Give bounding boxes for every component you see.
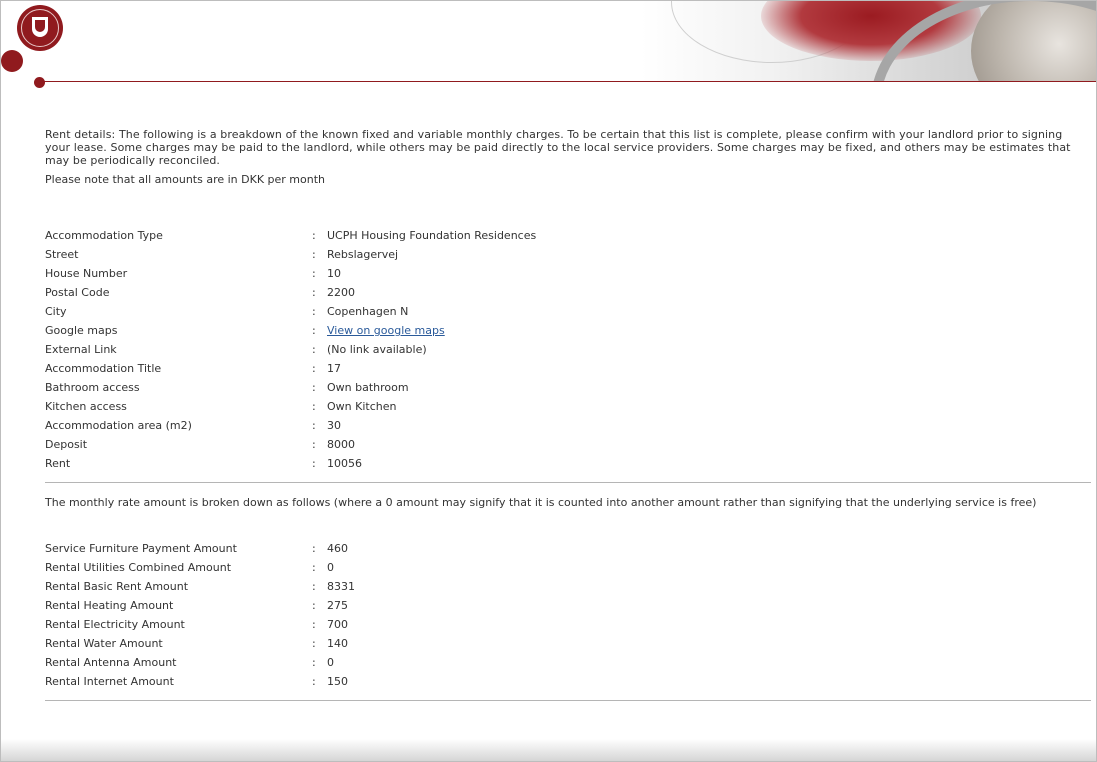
detail-value: (No link available) bbox=[327, 343, 427, 356]
label-separator: : bbox=[312, 400, 316, 413]
detail-value: Own bathroom bbox=[327, 381, 409, 394]
detail-value: Copenhagen N bbox=[327, 305, 409, 318]
detail-row-rental-internet-amount bbox=[45, 672, 1095, 691]
detail-label: Service Furniture Payment Amount bbox=[45, 542, 237, 555]
detail-value: UCPH Housing Foundation Residences bbox=[327, 229, 537, 242]
bottom-divider bbox=[45, 700, 1091, 701]
detail-value: 150 bbox=[327, 675, 348, 688]
label-separator: : bbox=[312, 675, 316, 688]
detail-value: 0 bbox=[327, 561, 334, 574]
detail-label: Rental Utilities Combined Amount bbox=[45, 561, 232, 574]
accommodation-details-list bbox=[45, 226, 1095, 473]
detail-row-google-maps bbox=[45, 321, 1095, 340]
detail-row-rental-antenna-amount bbox=[45, 653, 1095, 672]
detail-row-service-furniture-payment-amount bbox=[45, 539, 1095, 558]
label-separator: : bbox=[312, 362, 316, 375]
university-logo[interactable] bbox=[17, 5, 63, 51]
detail-value: Rebslagervej bbox=[327, 248, 399, 261]
detail-label: Google maps bbox=[45, 324, 118, 337]
label-separator: : bbox=[312, 381, 316, 394]
detail-row-accommodation-area-m2 bbox=[45, 416, 1095, 435]
detail-label: Accommodation area (m2) bbox=[45, 419, 192, 432]
detail-value: 700 bbox=[327, 618, 348, 631]
detail-label: Rental Basic Rent Amount bbox=[45, 580, 189, 593]
detail-label: Rent bbox=[45, 457, 71, 470]
detail-row-accommodation-title bbox=[45, 359, 1095, 378]
label-separator: : bbox=[312, 419, 316, 432]
decorative-dot-small bbox=[34, 77, 45, 88]
detail-value: Own Kitchen bbox=[327, 400, 397, 413]
detail-value: 8000 bbox=[327, 438, 355, 451]
detail-value: 30 bbox=[327, 419, 341, 432]
label-separator: : bbox=[312, 305, 316, 318]
header-banner-image bbox=[641, 1, 1096, 81]
detail-row-rental-utilities-combined-amount bbox=[45, 558, 1095, 577]
label-separator: : bbox=[312, 618, 316, 631]
label-separator: : bbox=[312, 599, 316, 612]
label-separator: : bbox=[312, 438, 316, 451]
label-separator: : bbox=[312, 229, 316, 242]
breakdown-description: The monthly rate amount is broken down as follows (where a 0 amount may signify that it is counted into another amount rather than signifying that the underlying service is free) bbox=[45, 496, 1037, 509]
detail-label: House Number bbox=[45, 267, 128, 280]
page-header bbox=[1, 1, 1096, 91]
detail-label: Rental Internet Amount bbox=[45, 675, 174, 688]
crest-icon bbox=[32, 17, 48, 37]
detail-row-kitchen-access bbox=[45, 397, 1095, 416]
detail-label: Rental Electricity Amount bbox=[45, 618, 185, 631]
label-separator: : bbox=[312, 324, 316, 337]
label-separator: : bbox=[312, 286, 316, 299]
detail-value: 460 bbox=[327, 542, 348, 555]
decorative-dot-large bbox=[1, 50, 23, 72]
detail-row-external-link bbox=[45, 340, 1095, 359]
detail-row-rental-basic-rent-amount bbox=[45, 577, 1095, 596]
detail-label: Kitchen access bbox=[45, 400, 127, 413]
detail-value: 8331 bbox=[327, 580, 355, 593]
detail-value: 140 bbox=[327, 637, 348, 650]
footer-shadow bbox=[1, 739, 1096, 761]
detail-label: Postal Code bbox=[45, 286, 110, 299]
google-maps-link[interactable]: View on google maps bbox=[327, 324, 445, 337]
detail-value bbox=[327, 321, 445, 340]
detail-value: 10 bbox=[327, 267, 341, 280]
detail-row-accommodation-type bbox=[45, 226, 1095, 245]
rent-details-intro: Rent details: The following is a breakdown of the known fixed and variable monthly charges. To be certain that this list is complete, please confirm with your landlord prior to signing your lease. Some charges may be paid to the landlord, while others may be paid directly to the local service providers. Some charges may be fixed, and others may be estimates that may be periodically reconciled. bbox=[45, 128, 1071, 167]
detail-label: External Link bbox=[45, 343, 117, 356]
detail-row-rental-electricity-amount bbox=[45, 615, 1095, 634]
label-separator: : bbox=[312, 656, 316, 669]
label-separator: : bbox=[312, 542, 316, 555]
rent-breakdown-list bbox=[45, 539, 1095, 691]
header-divider bbox=[39, 81, 1096, 82]
detail-row-rent bbox=[45, 454, 1095, 473]
detail-label: Rental Water Amount bbox=[45, 637, 163, 650]
detail-label: City bbox=[45, 305, 67, 318]
currency-note: Please note that all amounts are in DKK per month bbox=[45, 173, 326, 186]
detail-row-postal-code bbox=[45, 283, 1095, 302]
label-separator: : bbox=[312, 267, 316, 280]
detail-value: 0 bbox=[327, 656, 334, 669]
detail-value: 2200 bbox=[327, 286, 355, 299]
detail-label: Rental Antenna Amount bbox=[45, 656, 177, 669]
label-separator: : bbox=[312, 248, 316, 261]
detail-row-deposit bbox=[45, 435, 1095, 454]
detail-row-house-number bbox=[45, 264, 1095, 283]
detail-label: Accommodation Title bbox=[45, 362, 162, 375]
detail-label: Street bbox=[45, 248, 79, 261]
detail-row-street bbox=[45, 245, 1095, 264]
detail-label: Deposit bbox=[45, 438, 88, 451]
detail-row-rental-heating-amount bbox=[45, 596, 1095, 615]
detail-row-bathroom-access bbox=[45, 378, 1095, 397]
label-separator: : bbox=[312, 637, 316, 650]
detail-label: Bathroom access bbox=[45, 381, 140, 394]
section-divider bbox=[45, 482, 1091, 483]
detail-row-rental-water-amount bbox=[45, 634, 1095, 653]
label-separator: : bbox=[312, 343, 316, 356]
detail-label: Rental Heating Amount bbox=[45, 599, 174, 612]
label-separator: : bbox=[312, 457, 316, 470]
detail-label: Accommodation Type bbox=[45, 229, 163, 242]
detail-row-city bbox=[45, 302, 1095, 321]
detail-value: 17 bbox=[327, 362, 341, 375]
detail-value: 275 bbox=[327, 599, 348, 612]
label-separator: : bbox=[312, 561, 316, 574]
label-separator: : bbox=[312, 580, 316, 593]
detail-value: 10056 bbox=[327, 457, 362, 470]
